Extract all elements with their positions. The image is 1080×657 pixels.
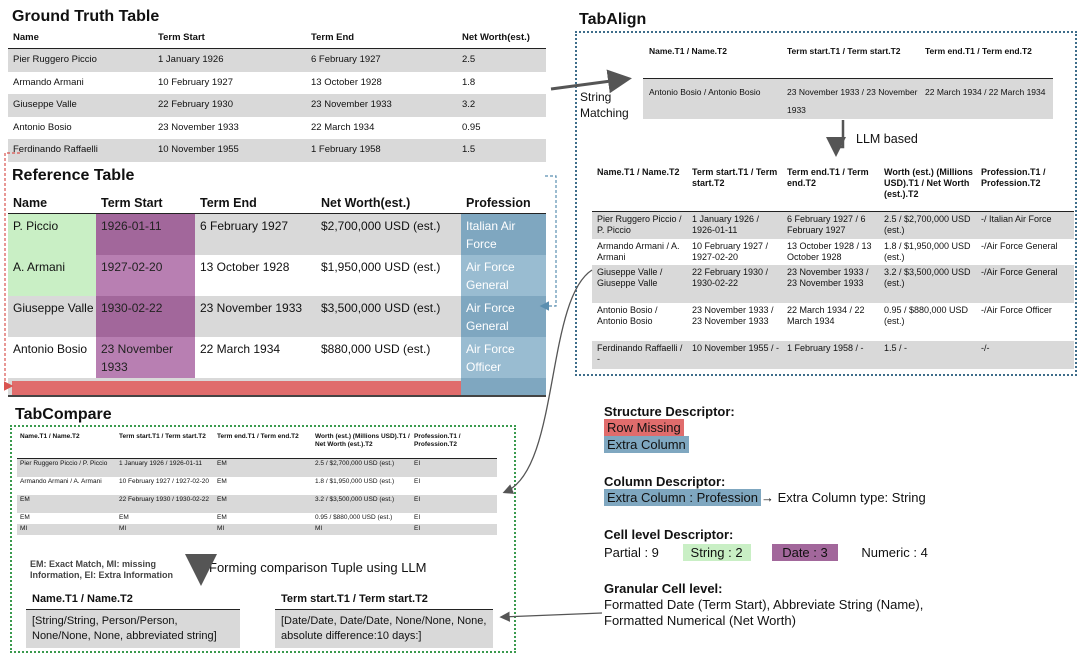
column-header: Term End xyxy=(195,193,316,214)
table-cell: 10 November 1955 xyxy=(153,139,306,162)
column-header: Term start.T1 / Term start.T2 xyxy=(781,42,919,79)
table-cell: 1.8 / $1,950,000 USD (est.) xyxy=(884,240,971,262)
tabcompare-title: TabCompare xyxy=(15,406,112,423)
table-cell: EI xyxy=(414,478,421,485)
column-header: Profession xyxy=(461,193,546,214)
table-cell: $3,500,000 USD (est.) xyxy=(316,296,461,337)
table-cell: Pier Ruggero Piccio / P. Piccio xyxy=(592,212,687,239)
table-cell: 1 January 1926 / 1926-01-11 xyxy=(116,459,214,478)
column-header: Name.T1 / Name.T2 xyxy=(643,42,781,79)
granular-line: Formatted Date (Term Start), Abbreviate String (Name), xyxy=(604,597,924,612)
column-header: Worth (est.) (Millions USD).T1 / Net Worth (est.).T2 xyxy=(312,433,411,459)
table-cell: $880,000 USD (est.) xyxy=(321,342,431,356)
table-cell: -/ Italian Air Force xyxy=(976,212,1074,239)
table-cell: EI xyxy=(411,524,497,535)
table-cell: EI xyxy=(411,459,497,478)
table-cell: 22 March 1934 xyxy=(200,342,281,356)
table-cell: Pier Ruggero Piccio / P. Piccio xyxy=(17,459,116,478)
table-cell: EM xyxy=(214,459,312,478)
table-cell: 1927-02-20 xyxy=(96,255,195,296)
missing-row-arrow xyxy=(5,153,20,386)
table-cell: 3.2 / $3,500,000 USD (est.) xyxy=(879,265,976,303)
column-header: Term end.T1 / Term end.T2 xyxy=(782,162,879,212)
table-cell: 1.8 / $1,950,000 USD (est.) xyxy=(315,478,395,485)
granular-title: Granular Cell level: xyxy=(604,581,723,596)
table-cell: 1 February 1958 / - xyxy=(782,341,879,369)
column-header: Profession.T1 / Profession.T2 xyxy=(976,162,1074,212)
table-cell: -/Air Force General xyxy=(976,265,1074,303)
table-cell: 1.8 xyxy=(462,76,476,88)
string-matching-label: String Matching xyxy=(580,90,629,120)
table-cell: Ferdinando Raffaelli xyxy=(8,139,153,162)
tabalign-title: TabAlign xyxy=(579,11,647,28)
table-cell: -/Air Force General xyxy=(981,240,1058,251)
column-type-text: → Extra Column type: String xyxy=(761,490,926,505)
table-cell: EM xyxy=(17,495,116,513)
table-cell: 22 March 1934 / 22 March 1934 xyxy=(787,304,865,326)
column-header: Term Start xyxy=(96,193,195,214)
table-cell: Ferdinando Raffaelli / - xyxy=(592,341,687,369)
column-header: Name xyxy=(8,32,153,49)
table-cell: EM xyxy=(217,478,227,485)
table-cell: Air Force General xyxy=(461,296,546,337)
table-cell: EM xyxy=(214,495,312,513)
column-header: Name.T1 / Name.T2 xyxy=(592,162,687,212)
tuple-header: Term start.T1 / Term start.T2 xyxy=(275,589,493,610)
table-cell: 1926-01-11 xyxy=(96,214,195,256)
compare-legend: EM: Exact Match, MI: missing Information, EI: Extra Information xyxy=(30,559,174,580)
table-cell: Giuseppe Valle xyxy=(8,296,96,337)
table-cell: 13 October 1928 xyxy=(311,76,382,88)
tuple-body: [String/String, Person/Person, None/None, None, abbreviated string] xyxy=(26,610,240,648)
structure-title: Structure Descriptor: xyxy=(604,404,735,419)
table-cell: 6 February 1927 / 6 February 1927 xyxy=(782,212,879,239)
column-header: Term end.T1 / Term end.T2 xyxy=(214,433,312,459)
table-cell: 10 February 1927 / 1927-02-20 xyxy=(692,240,769,262)
table-cell: 13 October 1928 / 13 October 1928 xyxy=(787,240,872,262)
cell-title: Cell level Descriptor: xyxy=(604,527,734,542)
column-header: Term start.T1 / Term start.T2 xyxy=(687,162,782,212)
llm-based-label: LLM based xyxy=(856,132,918,146)
table-cell: Antonio Bosio / Antonio Bosio xyxy=(597,304,658,326)
ground-truth-title: Ground Truth Table xyxy=(12,8,160,25)
row-missing-tag: Row Missing xyxy=(604,419,684,436)
table-cell: A. Armani xyxy=(8,255,96,296)
tuple-header: Name.T1 / Name.T2 xyxy=(26,589,240,610)
table-cell: 22 March 1934 / 22 March 1934 xyxy=(919,79,1053,120)
table-cell: 2.5 / $2,700,000 USD (est.) xyxy=(879,212,976,239)
table-cell: Giuseppe Valle / Giuseppe Valle xyxy=(592,265,687,303)
table-cell: MI xyxy=(116,524,214,535)
forming-tuple-label: Forming comparison Tuple using LLM xyxy=(209,560,427,575)
table-cell: 13 October 1928 xyxy=(200,260,290,274)
table-cell: -/Air Force Officer xyxy=(981,304,1052,315)
table-cell: 10 November 1955 / - xyxy=(687,341,782,369)
granular-line: Formatted Numerical (Net Worth) xyxy=(604,613,796,628)
table-cell: Air Force Officer xyxy=(461,337,546,378)
table-cell: Italian Air Force xyxy=(461,214,546,256)
table-cell: 23 November 1933 xyxy=(195,296,316,337)
table-cell: Pier Ruggero Piccio xyxy=(8,49,153,72)
column-header: Term end.T1 / Term end.T2 xyxy=(919,42,1053,79)
column-header: Term start.T1 / Term start.T2 xyxy=(116,433,214,459)
string-count: String : 2 xyxy=(683,544,751,561)
table-cell: 10 February 1927 xyxy=(158,76,233,88)
table-cell: $2,700,000 USD (est.) xyxy=(316,214,461,256)
table-cell: 1930-02-22 xyxy=(96,296,195,337)
table-cell: -/- xyxy=(976,341,1074,369)
table-cell: 6 February 1927 xyxy=(195,214,316,256)
column-title: Column Descriptor: xyxy=(604,474,726,489)
table-cell: MI xyxy=(214,524,312,535)
table-cell: Air Force General xyxy=(461,255,546,296)
partial-count: Partial : 9 xyxy=(604,545,659,560)
table-cell: 1 February 1958 xyxy=(306,139,457,162)
column-header: Name xyxy=(8,193,96,214)
table-cell: 0.95 / $880,000 USD (est.) xyxy=(315,514,393,521)
table-cell: 2.5 xyxy=(457,49,546,72)
table-cell: 3.2 / $3,500,000 USD (est.) xyxy=(312,495,411,513)
column-header: Worth (est.) (Millions USD).T1 / Net Worth (est.).T2 xyxy=(879,162,976,212)
numeric-count: Numeric : 4 xyxy=(861,545,928,560)
table-cell: 23 November 1933 / 23 November 1933 xyxy=(782,265,879,303)
column-tag: Extra Column : Profession xyxy=(604,489,761,506)
table-cell: Armando Armani / A. Armani xyxy=(597,240,680,262)
table-cell: 0.95 / $880,000 USD (est.) xyxy=(884,304,969,326)
table-cell: P. Piccio xyxy=(8,214,96,256)
extra-column-arrow xyxy=(542,176,556,306)
table-cell: Antonio Bosio xyxy=(13,342,88,356)
reference-title: Reference Table xyxy=(12,167,135,184)
table-cell: MI xyxy=(17,524,116,535)
table-cell: EI xyxy=(411,495,497,513)
table-cell: Antonio Bosio / Antonio Bosio xyxy=(643,79,781,120)
table-cell: Antonio Bosio xyxy=(13,121,72,133)
table-cell: EM xyxy=(119,514,129,521)
table-cell: 1.5 xyxy=(457,139,546,162)
table-cell: 0.95 xyxy=(462,121,481,133)
date-count: Date : 3 xyxy=(772,544,838,561)
table-cell: Armando Armani / A. Armani xyxy=(20,478,102,485)
extra-column-tag: Extra Column xyxy=(604,436,689,453)
table-cell: $1,950,000 USD (est.) xyxy=(321,260,441,274)
table-cell: 23 November 1933 / 23 November 1933 xyxy=(781,79,919,120)
table-cell: 1 January 1926 / 1926-01-11 xyxy=(687,212,782,239)
table-cell: 23 November 1933 xyxy=(96,337,195,378)
string-matching-arrow xyxy=(551,79,626,89)
column-header: Profession.T1 / Profession.T2 xyxy=(411,433,497,459)
column-header: Term Start xyxy=(153,32,306,49)
table-cell: 23 November 1933 xyxy=(158,121,239,133)
table-cell: MI xyxy=(312,524,411,535)
table-cell: 23 November 1933 xyxy=(306,94,457,117)
table-cell: 10 February 1927 / 1927-02-20 xyxy=(119,478,209,485)
table-cell: EI xyxy=(414,514,421,521)
table-cell: 1 January 1926 xyxy=(153,49,306,72)
tuple-body: [Date/Date, Date/Date, None/None, None, absolute difference:10 days:] xyxy=(275,610,493,648)
table-cell: Armando Armani xyxy=(13,76,84,88)
descriptor-to-tuple-arrow xyxy=(502,613,602,617)
table-cell: 23 November 1933 / 23 November 1933 xyxy=(692,304,774,326)
table-cell: 6 February 1927 xyxy=(306,49,457,72)
column-header: Net Worth(est.) xyxy=(457,32,546,49)
align-to-compare-arrow xyxy=(505,270,592,492)
llm-based-arrow xyxy=(836,120,843,152)
table-cell: 3.2 xyxy=(457,94,546,117)
column-header: Term End xyxy=(306,32,457,49)
table-cell: EM xyxy=(20,514,30,521)
table-cell: 22 February 1930 / 1930-02-22 xyxy=(116,495,214,513)
column-header: Name.T1 / Name.T2 xyxy=(17,433,116,459)
table-cell: 2.5 / $2,700,000 USD (est.) xyxy=(312,459,411,478)
column-header: Net Worth(est.) xyxy=(316,193,461,214)
table-cell: EM xyxy=(217,514,227,521)
table-cell: 22 February 1930 xyxy=(153,94,306,117)
table-cell: 1.5 / - xyxy=(879,341,976,369)
table-cell: Giuseppe Valle xyxy=(8,94,153,117)
table-cell: 22 February 1930 / 1930-02-22 xyxy=(687,265,782,303)
table-cell: 22 March 1934 xyxy=(311,121,375,133)
